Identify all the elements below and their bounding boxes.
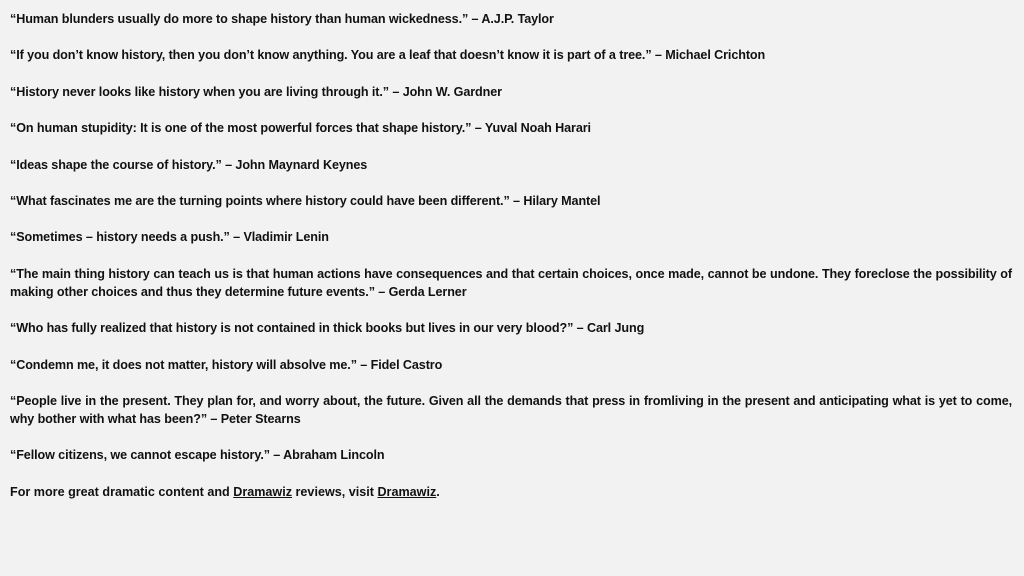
dramawiz-link-visit[interactable]: Dramawiz bbox=[377, 484, 437, 499]
footer-prefix: For more great dramatic content and bbox=[10, 484, 234, 499]
footer-middle: reviews, visit bbox=[292, 484, 378, 499]
quote-crichton: “If you don’t know history, then you don’t know anything. You are a leaf that doesn’t know it is part of a tree.” – Michael Crichton bbox=[10, 48, 766, 63]
quote-lerner: “The main thing history can teach us is that human actions have consequences and that certain choices, once made, cannot be undone. They foreclose the possibility of making other choices and thus they determine future events.” – Gerda Lerner bbox=[10, 266, 1012, 299]
dramawiz-link-reviews[interactable]: Dramawiz bbox=[233, 484, 293, 499]
quote-keynes: “Ideas shape the course of history.” – John Maynard Keynes bbox=[10, 157, 368, 172]
quote-lenin: “Sometimes – history needs a push.” – Vladimir Lenin bbox=[10, 230, 329, 245]
quote-castro: “Condemn me, it does not matter, history will absolve me.” – Fidel Castro bbox=[10, 357, 443, 372]
quote-taylor: “Human blunders usually do more to shape history than human wickedness.” – A.J.P. Taylor bbox=[10, 12, 554, 26]
quote-jung: “Who has fully realized that history is not contained in thick books but lives in our very blood?” – Carl Jung bbox=[10, 321, 645, 336]
quote-lincoln: “Fellow citizens, we cannot escape history.” – Abraham Lincoln bbox=[10, 448, 385, 463]
footer-line bbox=[10, 483, 1012, 501]
quote-gardner: “History never looks like history when you are living through it.” – John W. Gardner bbox=[10, 84, 502, 99]
footer-suffix: . bbox=[436, 484, 440, 499]
quote-harari: “On human stupidity: It is one of the most powerful forces that shape history.” – Yuval Noah Harari bbox=[10, 121, 591, 136]
quote-stearns: “People live in the present. They plan for, and worry about, the future. Given all the demands that press in fromliving in the present and anticipating what is yet to come, why bother with what has been?” – Peter Stearns bbox=[10, 393, 1012, 426]
quote-mantel: “What fascinates me are the turning points where history could have been different.” – Hilary Mantel bbox=[10, 193, 601, 208]
